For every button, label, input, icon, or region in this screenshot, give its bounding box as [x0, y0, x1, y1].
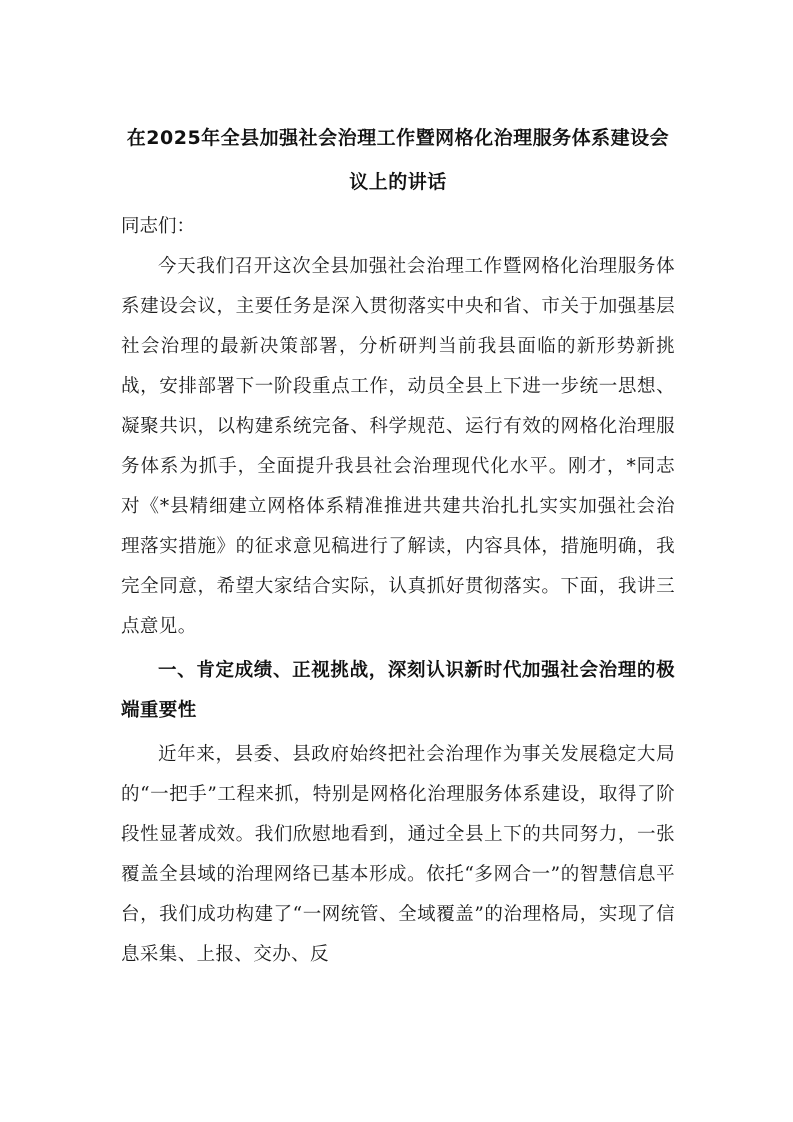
- salutation: 同志们：: [121, 216, 196, 237]
- document-body: [121, 116, 675, 975]
- intro-paragraph: 今天我们召开这次全县加强社会治理工作暨网格化治理服务体系建设会议，主要任务是深入贯彻落实中央和省、市关于加强基层社会治理的最新决策部署，分析研判当前我县面临的新形势新挑战，安排部署下一阶段重点工作，动员全县上下进一步统一思想、凝聚共识，以构建系统完备、科学规范、运行有效的网格化治理服务体系为抓手，全面提升我县社会治理现代化水平。刚才，*同志对《*县精细建立网格体系精准推进共建共治扎扎实实加强社会治理落实措施》的征求意见稿进行了解读，内容具体，措施明确，我完全同意，希望大家结合实际，认真抓好贯彻落实。下面，我讲三点意见。: [121, 256, 675, 637]
- document-title: 在2025年全县加强社会治理工作暨网格化治理服务体系建设会议上的讲话: [126, 127, 670, 193]
- section-heading: 一、肯定成绩、正视挑战，深刻认识新时代加强社会治理的极端重要性: [121, 660, 675, 721]
- section-paragraph: 近年来，县委、县政府始终把社会治理作为事关发展稳定大局的“一把手”工程来抓，特别是网格化治理服务体系建设，取得了阶段性显著成效。我们欣慰地看到，通过全县上下的共同努力，一张覆盖全县域的治理网络已基本形成。依托“多网合一”的智慧信息平台，我们成功构建了“一网统管、全域覆盖”的治理格局，实现了信息采集、上报、交办、反: [121, 744, 675, 965]
